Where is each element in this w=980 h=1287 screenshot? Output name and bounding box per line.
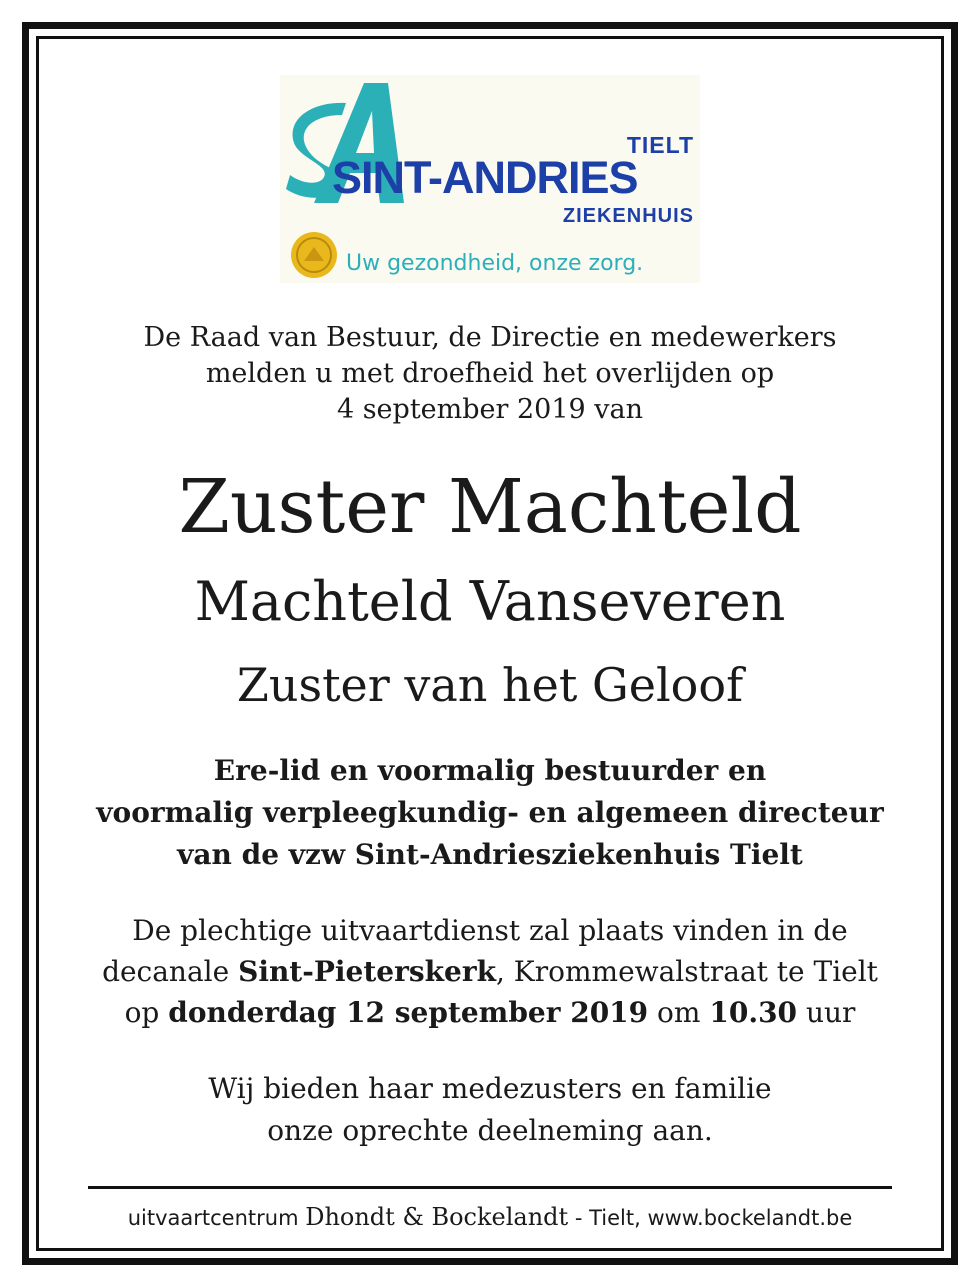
role-line: voormalig verpleegkundig- en algemeen directeur xyxy=(96,796,884,829)
hospital-logo xyxy=(280,75,700,283)
logo-subtitle: ZIEKENHUIS xyxy=(562,205,694,227)
logo-slogan: Uw gezondheid, onze zorg. xyxy=(346,251,644,276)
intro-text xyxy=(0,320,980,428)
condolence-line: Wij bieden haar medezusters en familie xyxy=(208,1072,772,1105)
service-details xyxy=(0,910,980,1033)
role-line: van de vzw Sint-Andriesziekenhuis Tielt xyxy=(177,838,803,871)
church-name: Sint-Pieterskerk xyxy=(238,955,496,988)
accreditation-seal-icon xyxy=(290,231,338,279)
role-description xyxy=(0,750,980,876)
service-time: 10.30 xyxy=(709,996,798,1029)
intro-line: melden u met droefheid het overlijden op xyxy=(205,358,775,389)
intro-line: 4 september 2019 van xyxy=(336,394,644,425)
funeral-home-name: Dhondt & Bockelandt xyxy=(305,1203,569,1231)
logo-name: SINT-ANDRIES xyxy=(332,152,638,203)
condolence-line: onze oprechte deelneming aan. xyxy=(267,1114,713,1147)
footer-credit: uitvaartcentrum Dhondt & Bockelandt - Tielt, www.bockelandt.be xyxy=(127,1203,853,1231)
deceased-title: Zuster Machteld xyxy=(178,464,802,550)
logo-city: TIELT xyxy=(626,132,694,158)
deceased-full-name: Machteld Vanseveren xyxy=(194,570,786,633)
service-line: De plechtige uitvaartdienst zal plaats vinden in de xyxy=(132,914,848,947)
service-line: decanale Sint-Pieterskerk, Krommewalstraat te Tielt xyxy=(102,955,878,988)
service-date: donderdag 12 september 2019 xyxy=(168,996,649,1029)
deceased-order: Zuster van het Geloof xyxy=(236,658,744,712)
intro-line: De Raad van Bestuur, de Directie en medewerkers xyxy=(143,322,837,353)
footer-divider xyxy=(88,1186,892,1189)
role-line: Ere-lid en voormalig bestuurder en xyxy=(213,754,767,787)
service-line: op donderdag 12 september 2019 om 10.30 uur xyxy=(124,996,856,1029)
condolence-text xyxy=(0,1068,980,1152)
